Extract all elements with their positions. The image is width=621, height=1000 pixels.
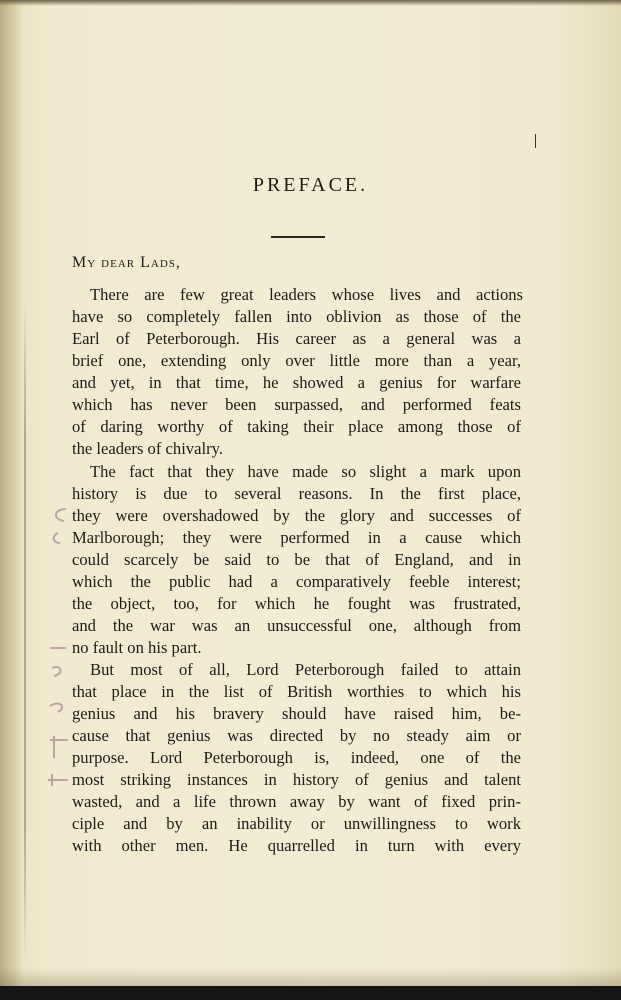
text-line: But most of all, Lord Peterborough failed to attain [90, 660, 521, 679]
text-line: brief one, extending only over little more than a year, [72, 351, 521, 370]
scan-bottom-edge [0, 986, 621, 1000]
text-line: the object, too, for which he fought was frustrated, [72, 594, 521, 613]
page-bottom-shadow [0, 968, 621, 986]
page-gutter-shadow [0, 0, 22, 1000]
text-line: with other men. He quarrelled in turn with every [72, 836, 521, 855]
pencil-mark [535, 134, 536, 148]
text-line: genius and his bravery should have raised him, be- [72, 704, 521, 723]
salutation: My dear Lads, [72, 254, 181, 271]
page-top-edge [0, 0, 621, 6]
library-stamp-mark [44, 640, 72, 800]
text-line: wasted, and a life thrown away by want of fixed prin- [72, 792, 521, 811]
text-line: which the public had a comparatively feeble interest; [72, 572, 521, 591]
text-line: which has never been surpassed, and performed feats [72, 395, 521, 414]
text-line: Marlborough; they were performed in a cause which [72, 528, 521, 547]
title-rule [271, 236, 325, 238]
text-line: history is due to several reasons. In the first place, [72, 484, 521, 503]
text-line: and the war was an unsuccessful one, although from [72, 616, 521, 635]
text-line: purpose. Lord Peterborough is, indeed, one of the [72, 748, 521, 767]
page-title: PREFACE. [252, 174, 369, 196]
text-line: Earl of Peterborough. His career as a general was a [72, 329, 521, 348]
text-line: that place in the list of British worthies to which his [72, 682, 521, 701]
text-line: cause that genius was directed by no steady aim or [72, 726, 521, 745]
text-line: There are few great leaders whose lives and actions [90, 285, 523, 304]
text-line: the leaders of chivalry. [72, 439, 223, 458]
gutter-fold-mark [24, 300, 26, 960]
text-line: could scarcely be said to be that of England, and in [72, 550, 521, 569]
text-line: have so completely fallen into oblivion as those of the [72, 307, 521, 326]
library-stamp-mark [44, 505, 70, 545]
text-line: no fault on his part. [72, 638, 202, 657]
text-line: most striking instances in history of genius and talent [72, 770, 521, 789]
text-line: ciple and by an inability or unwillingness to work [72, 814, 521, 833]
text-line: and yet, in that time, he showed a genius for warfare [72, 373, 521, 392]
text-line: they were overshadowed by the glory and successes of [72, 506, 521, 525]
text-line: of daring worthy of taking their place among those of [72, 417, 521, 436]
text-line: The fact that they have made so slight a mark upon [90, 462, 521, 481]
